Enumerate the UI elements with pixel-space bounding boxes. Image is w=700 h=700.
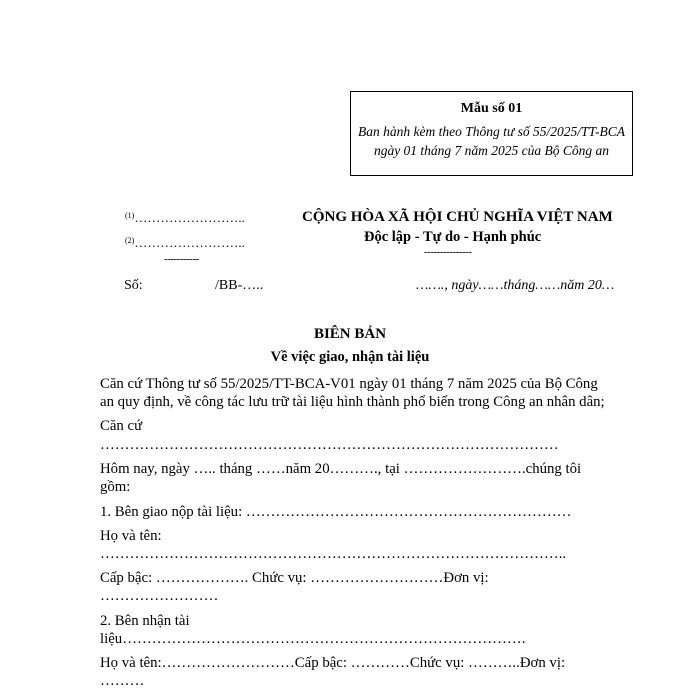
party1-rank-dots: …………………… bbox=[100, 588, 219, 604]
country-name: CỘNG HÒA XÃ HỘI CHỦ NGHĨA VIỆT NAM bbox=[302, 209, 613, 225]
footnote-ref-1: (1) bbox=[125, 211, 135, 220]
doc-number-suffix: /BB-….. bbox=[215, 278, 264, 293]
basis-line-1: Căn cứ Thông tư số 55/2025/TT-BCA-V01 ngày 01 tháng 7 năm 2025 của Bộ Công bbox=[100, 376, 598, 392]
today-line-2: gồm: bbox=[100, 479, 131, 495]
form-number-box bbox=[350, 91, 633, 176]
agency-underline: ----------- bbox=[164, 253, 199, 265]
basis-line-2: an quy định, về công tác lưu trữ tài liệu hình thành phổ biến trong Công an nhân dân; bbox=[100, 394, 605, 410]
party1-rank-line: Cấp bậc: ………………. Chức vụ: ………………………Đơn vị: bbox=[100, 570, 489, 586]
doc-title: BIÊN BẢN bbox=[313, 326, 387, 342]
today-line-1: Hôm nay, ngày ….. tháng ……năm 20………., tại …………………….chúng tôi bbox=[100, 461, 582, 477]
agency-line-2 bbox=[125, 234, 245, 252]
party1-heading: 1. Bên giao nộp tài liệu: ………………………………………………………… bbox=[100, 504, 572, 520]
party2-heading-line-2: liệu………………………………………………………………………. bbox=[100, 631, 526, 647]
form-description: Ban hành kèm theo Thông tư số 55/2025/TT-BCA ngày 01 tháng 7 năm 2025 của Bộ Công an bbox=[358, 124, 625, 158]
party2-name-line: Họ và tên:………………………Cấp bậc: …………Chức vụ: ………..Đơn vị: bbox=[100, 655, 566, 671]
party1-name-dots: ………………………………………………………………………………….. bbox=[100, 546, 567, 562]
basis2-label: Căn cứ bbox=[100, 418, 143, 434]
footnote-ref-2: (2) bbox=[125, 236, 135, 245]
doc-date-line: ……., ngày……tháng……năm 20… bbox=[416, 278, 615, 293]
national-motto: Độc lập - Tự do - Hạnh phúc bbox=[364, 229, 542, 245]
doc-subtitle: Về việc giao, nhận tài liệu bbox=[270, 349, 430, 365]
party2-name-dots: ……… bbox=[100, 673, 145, 689]
party2-heading-line-1: 2. Bên nhận tài bbox=[100, 613, 190, 629]
agency-line-1 bbox=[125, 209, 245, 227]
basis2-dots: ………………………………………………………………………………… bbox=[100, 437, 559, 453]
motto-underline: --------------- bbox=[424, 246, 472, 258]
doc-number-label: Số: bbox=[124, 278, 143, 293]
agency-line-1-dots: …………………….. bbox=[134, 210, 245, 225]
agency-line-2-dots: …………………….. bbox=[134, 235, 245, 250]
party1-name-label: Họ và tên: bbox=[100, 528, 162, 544]
form-number: Mẫu số 01 bbox=[460, 101, 523, 116]
